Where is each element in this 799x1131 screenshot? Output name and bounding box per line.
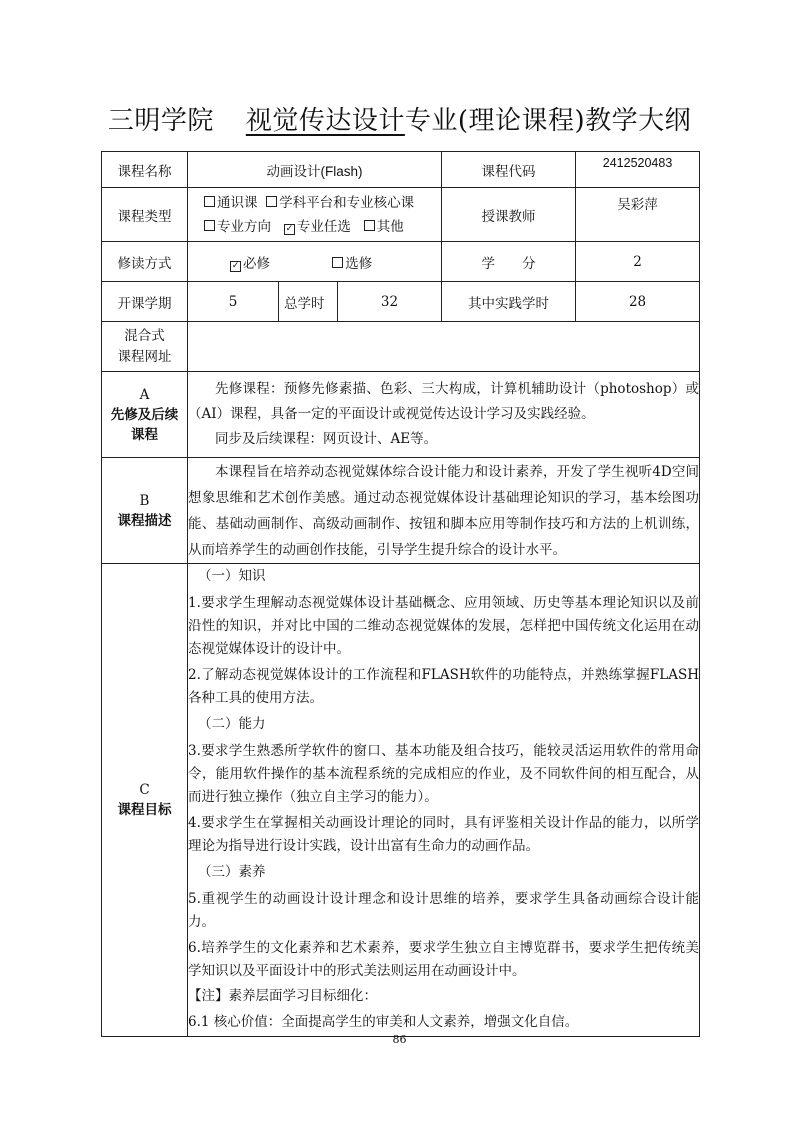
- total-hours-label: 总学时: [279, 282, 338, 322]
- goal-item-3: 3.要求学生熟悉所学软件的窗口、基本功能及组合技巧，能较灵活运用软件的常用命令，能用软件操作的基本流程系统的完成相应的作业，及不同软件间的相互配合，从而进行独立操作（独立自主学习的能力）。: [188, 743, 700, 805]
- row-section-a: [102, 372, 700, 458]
- checkbox-general[interactable]: 通识课: [204, 195, 258, 211]
- course-goals-content: [188, 564, 700, 1037]
- total-hours-value: 32: [338, 282, 442, 322]
- row-course-name: [102, 152, 700, 188]
- teacher-label: 授课教师: [442, 188, 576, 242]
- checkbox-platform-core[interactable]: 学科平台和专业核心课: [266, 195, 414, 211]
- checkbox-empty-icon: [364, 220, 375, 231]
- page-title: [0, 100, 799, 137]
- course-code-value: 2412520483: [576, 152, 700, 188]
- blended-label: 混合式 课程网址: [102, 322, 188, 372]
- course-name-label: 课程名称: [102, 152, 188, 188]
- checkbox-direction[interactable]: 专业方向: [204, 219, 271, 235]
- teacher-value: 吴彩萍: [576, 188, 700, 242]
- goal-item-5: 5.重视学生的动画设计设计理念和设计思维的培养，要求学生具备动画综合设计能力。: [188, 891, 700, 930]
- goal-heading-literacy: （三）素养: [198, 864, 266, 880]
- goal-item-6-1: 6.1 核心价值：全面提高学生的审美和人文素养，增强文化自信。: [188, 1014, 579, 1030]
- row-blended-url: [102, 322, 700, 372]
- checkbox-empty-icon: [204, 220, 215, 231]
- semester-label: 开课学期: [102, 282, 188, 322]
- study-mode-options: [188, 242, 442, 282]
- practice-hours-label: 其中实践学时: [442, 282, 576, 322]
- goal-heading-knowledge: （一）知识: [198, 568, 266, 584]
- checkbox-checked-icon: ✓: [285, 223, 294, 234]
- prerequisite-text: 先修课程：预修先修素描、色彩、三大构成，计算机辅助设计（photoshop）或（AI）课程，具备一定的平面设计或视觉传达设计学习及实践经验。: [188, 381, 700, 422]
- row-study-mode: [102, 242, 700, 282]
- checkbox-other[interactable]: 其他: [364, 219, 404, 235]
- semester-value: 5: [188, 282, 279, 322]
- credit-label: 学 分: [442, 242, 576, 282]
- row-semester: [102, 282, 700, 322]
- credit-value: 2: [576, 242, 700, 282]
- goal-note: 【注】素养层面学习目标细化：: [188, 988, 377, 1004]
- course-description-text: 本课程旨在培养动态视觉媒体综合设计能力和设计素养，开发了学生视听4D空间想象思维和艺术创作美感。通过动态视觉媒体设计基础理论知识的学习，基本绘图功能、基础动画制作、高级动画制作、按钮和脚本应用等制作技巧和方法的上机训练，从而培养学生的动画创作技能，引导学生提升综合的设计水平。: [188, 458, 700, 564]
- goal-item-6: 6.培养学生的文化素养和艺术素养，要求学生独立自主博览群书，要求学生把传统美学知识以及平面设计中的形式美法则运用在动画设计中。: [188, 940, 700, 979]
- checkbox-empty-icon: [266, 196, 277, 207]
- practice-hours-value: 28: [576, 282, 700, 322]
- section-b-label: B 课程描述: [102, 458, 188, 564]
- checkbox-elective[interactable]: ✓ 专业任选: [285, 218, 351, 235]
- concurrent-text: 同步及后续课程：网页设计、AE等。: [215, 431, 438, 447]
- course-code-label: 课程代码: [442, 152, 576, 188]
- section-c-label: C 课程目标: [102, 564, 188, 1037]
- row-course-type: [102, 188, 700, 242]
- course-type-label: 课程类型: [102, 188, 188, 242]
- goal-heading-ability: （二）能力: [198, 716, 266, 732]
- title-suffix: 专业(理论课程)教学大纲: [404, 106, 692, 136]
- page-number: 86: [392, 1033, 407, 1046]
- course-type-options: [188, 188, 442, 242]
- syllabus-table: [101, 151, 700, 1037]
- checkbox-checked-icon: ✓: [231, 260, 240, 271]
- section-a-label: A 先修及后续 课程: [102, 372, 188, 458]
- checkbox-required[interactable]: ✓ 必修: [231, 255, 270, 272]
- blended-url-value: [188, 322, 700, 372]
- study-mode-label: 修读方式: [102, 242, 188, 282]
- row-section-c: [102, 564, 700, 1037]
- goal-item-2: 2.了解动态视觉媒体设计的工作流程和FLASH软件的功能特点，并熟练掌握FLASH各种工具的使用方法。: [188, 667, 700, 706]
- checkbox-empty-icon: [332, 257, 343, 268]
- title-school: 三明学院: [107, 106, 214, 136]
- course-name-value: 动画设计(Flash): [188, 152, 442, 188]
- goal-item-1: 1.要求学生理解动态视觉媒体设计基础概念、应用领域、历史等基本理论知识以及前沿性的知识，并对比中国的二维动态视觉媒体的发展，怎样把中国传统文化运用在动态视觉媒体设计的设计中。: [188, 595, 700, 657]
- section-a-content: [188, 372, 700, 458]
- checkbox-empty-icon: [204, 196, 215, 207]
- row-section-b: [102, 458, 700, 564]
- checkbox-optional[interactable]: 选修: [322, 252, 372, 272]
- goal-item-4: 4.要求学生在掌握相关动画设计理论的同时，具有评鉴相关设计作品的能力，以所学理论为指导进行设计实践，设计出富有生命力的动画作品。: [188, 815, 700, 854]
- title-major: 视觉传达设计: [245, 106, 405, 136]
